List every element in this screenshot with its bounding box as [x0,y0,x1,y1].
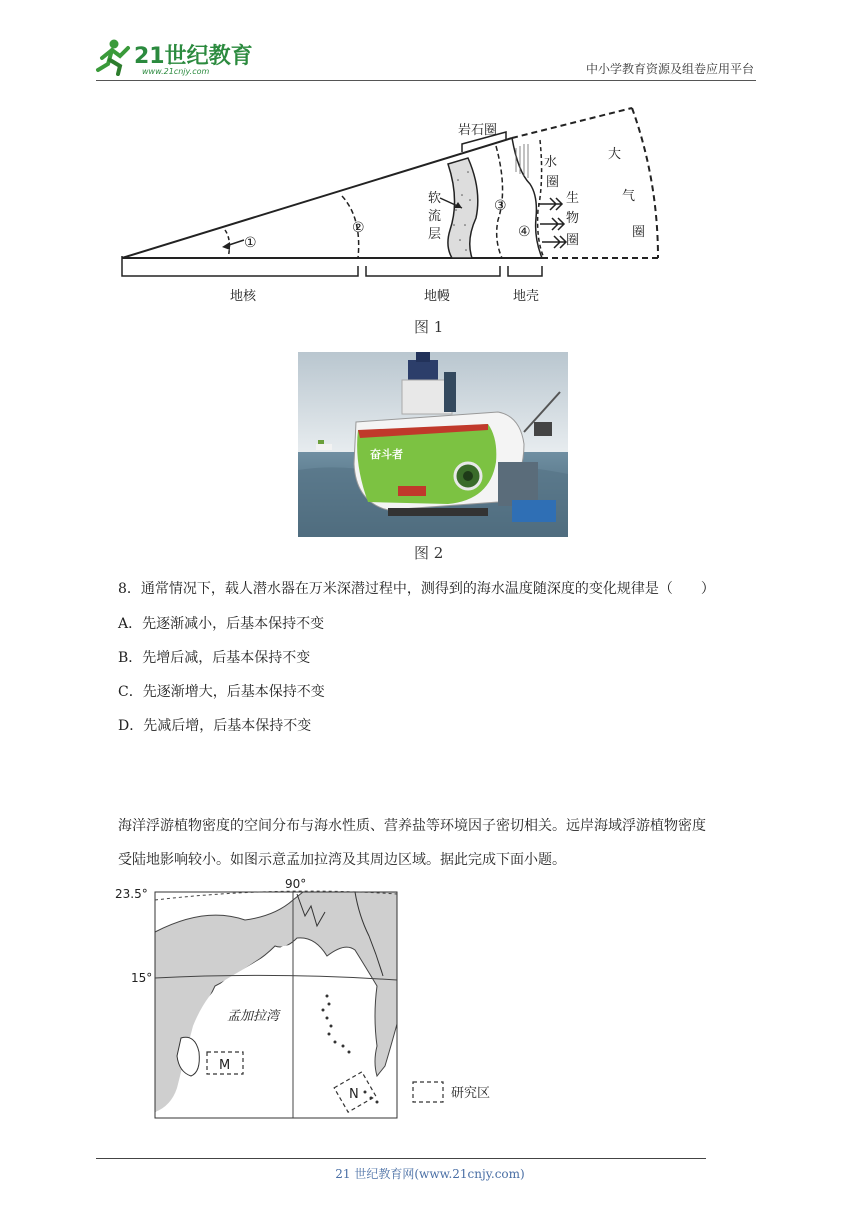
logo-main-text: 21世纪教育 [134,44,253,69]
option-b: B．先增后减，后基本保持不变 [118,650,311,666]
label-crust: 地壳 [513,289,540,304]
footer-divider [96,1158,706,1159]
label-atmo-1: 大 [608,147,622,162]
question-8-stem: 8．通常情况下，载人潜水器在万米深潜过程中，测得到的海水温度随深度的变化规律是（ ） [118,581,715,597]
earth-layers-diagram [110,100,670,315]
running-man-icon [98,40,128,75]
bay-of-bengal-map [115,876,515,1126]
label-bio-3: 圈 [566,233,580,248]
label-bio-1: 生 [566,191,580,206]
label-asthenosphere-2: 流 [428,209,442,224]
label-asthenosphere-3: 层 [428,227,442,242]
lat-23-5-label: 23.5° [115,887,148,901]
footer-text: 21 世纪教育网(www.21cnjy.com) [335,1167,525,1181]
label-hydro-2: 圈 [546,175,560,190]
label-mark-1: ① [244,235,257,251]
logo-url-text: www.21cnjy.com [142,67,210,76]
lat-15-label: 15° [131,971,153,985]
label-hydro-1: 水 [544,155,558,170]
label-mark-3: ③ [494,198,507,214]
legend-study-area-label: 研究区 [451,1086,491,1101]
label-atmo-2: 气 [622,189,636,204]
option-c: C．先逐渐增大，后基本保持不变 [118,684,325,700]
label-bio-2: 物 [566,211,580,226]
label-mark-2: ② [352,220,365,236]
region-n-label: N [349,1087,359,1102]
label-mantle: 地幔 [424,289,451,304]
passage-line-1: 海洋浮游植物密度的空间分布与海水性质、营养盐等环境因子密切相关。远岸海域浮游植物密度 [118,818,706,834]
bay-name-label: 孟加拉湾 [227,1009,280,1024]
label-core: 地核 [230,289,257,304]
label-lithosphere: 岩石圈 [458,123,498,138]
region-m-label: M [219,1058,231,1073]
passage-line-2: 受陆地影响较小。如图示意孟加拉湾及其周边区域。据此完成下面小题。 [118,852,566,868]
label-asthenosphere-1: 软 [428,191,442,206]
submersible-photo [298,352,568,537]
lon-90-label: 90° [285,877,307,891]
option-a: A．先逐渐减小，后基本保持不变 [118,616,325,632]
label-mark-4: ④ [518,224,531,240]
platform-title: 中小学教育资源及组卷应用平台 [585,62,754,76]
header-divider [96,80,756,81]
submersible-name: 奋斗者 [370,448,403,461]
figure2-caption: 图 2 [414,544,444,562]
figure1-caption: 图 1 [414,318,444,336]
site-logo [94,36,264,78]
label-atmo-3: 圈 [632,225,646,240]
option-d: D．先减后增，后基本保持不变 [118,718,312,734]
